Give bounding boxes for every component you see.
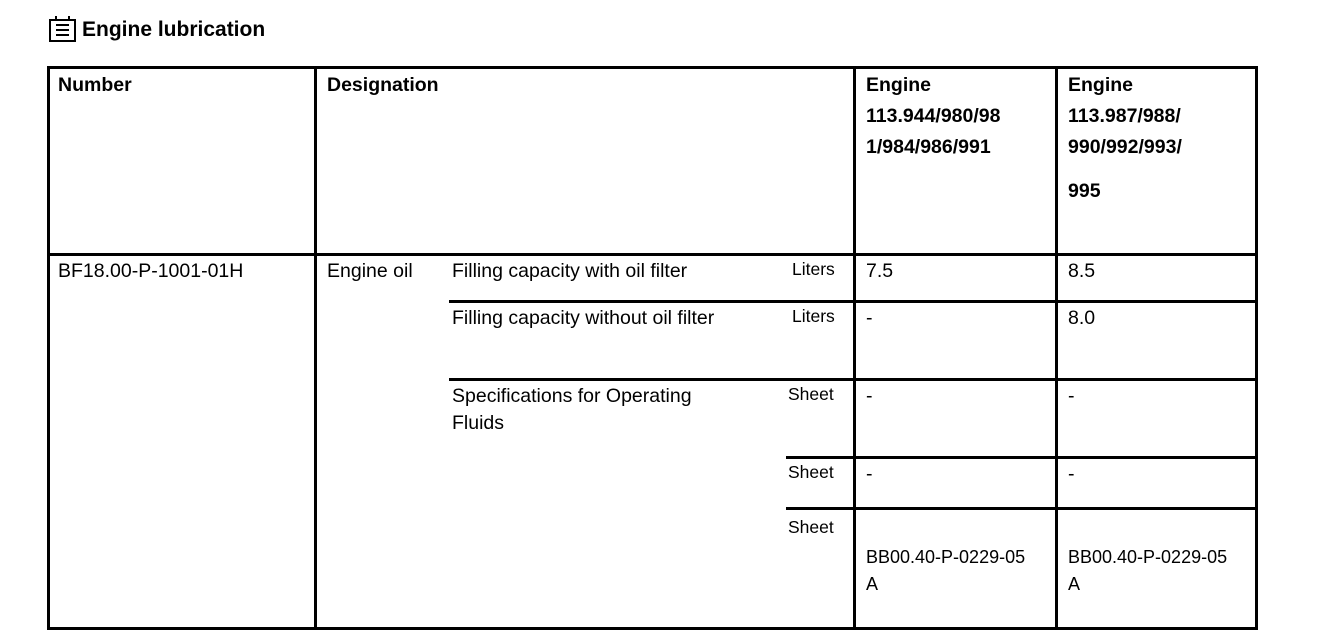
header-designation: Designation — [327, 74, 439, 96]
item-2-unit: Liters — [792, 306, 835, 326]
divider-number-designation — [314, 66, 317, 630]
item-4-unit: Sheet — [788, 462, 834, 482]
item-2-engine-a: - — [866, 307, 873, 329]
row-number: BF18.00-P-1001-01H — [58, 260, 244, 282]
header-number: Number — [58, 74, 132, 96]
header-engine-b-line-4: 995 — [1068, 180, 1101, 202]
item-3-label-line-1: Specifications for Operating — [452, 385, 692, 407]
fluid-container-icon — [48, 15, 78, 45]
item-3-label-line-2: Fluids — [452, 412, 505, 434]
header-engine-a-line-1: Engine — [866, 74, 932, 96]
divider-engine-a-engine-b — [1055, 66, 1058, 630]
header-engine-b-line-1: Engine — [1068, 74, 1134, 96]
item-1-unit: Liters — [792, 259, 835, 279]
row-designation: Engine oil — [327, 260, 413, 282]
item-3-engine-a: - — [866, 385, 873, 407]
item-1-label: Filling capacity with oil filter — [452, 260, 688, 282]
item-5-engine-a-line-1: BB00.40-P-0229-05 — [866, 547, 1026, 567]
item-1-engine-a: 7.5 — [866, 260, 894, 282]
item-3-engine-b: - — [1068, 385, 1075, 407]
header-engine-b-line-3: 990/992/993/ — [1068, 136, 1182, 158]
header-engine-b-line-2: 113.987/988/ — [1068, 105, 1181, 127]
divider-item-4 — [786, 507, 1258, 510]
item-5-engine-a-line-2: A — [866, 574, 879, 594]
section-heading — [48, 14, 265, 46]
header-engine-a-line-2: 113.944/980/98 — [866, 105, 1001, 127]
item-3-unit: Sheet — [788, 384, 834, 404]
item-1-engine-b: 8.5 — [1068, 260, 1096, 282]
divider-designation-engine-a — [853, 66, 856, 630]
item-5-engine-b-line-1: BB00.40-P-0229-05 — [1068, 547, 1228, 567]
item-2-engine-b: 8.0 — [1068, 307, 1096, 329]
header-engine-a-line-3: 1/984/986/991 — [866, 136, 991, 158]
item-5-unit: Sheet — [788, 517, 834, 537]
section-title: Engine lubrication — [82, 18, 266, 41]
item-5-engine-b-line-2: A — [1068, 574, 1081, 594]
item-2-label: Filling capacity without oil filter — [452, 307, 715, 329]
item-4-engine-a: - — [866, 463, 873, 485]
divider-item-3 — [786, 456, 1258, 459]
item-4-engine-b: - — [1068, 463, 1075, 485]
lubrication-table — [47, 66, 1258, 630]
